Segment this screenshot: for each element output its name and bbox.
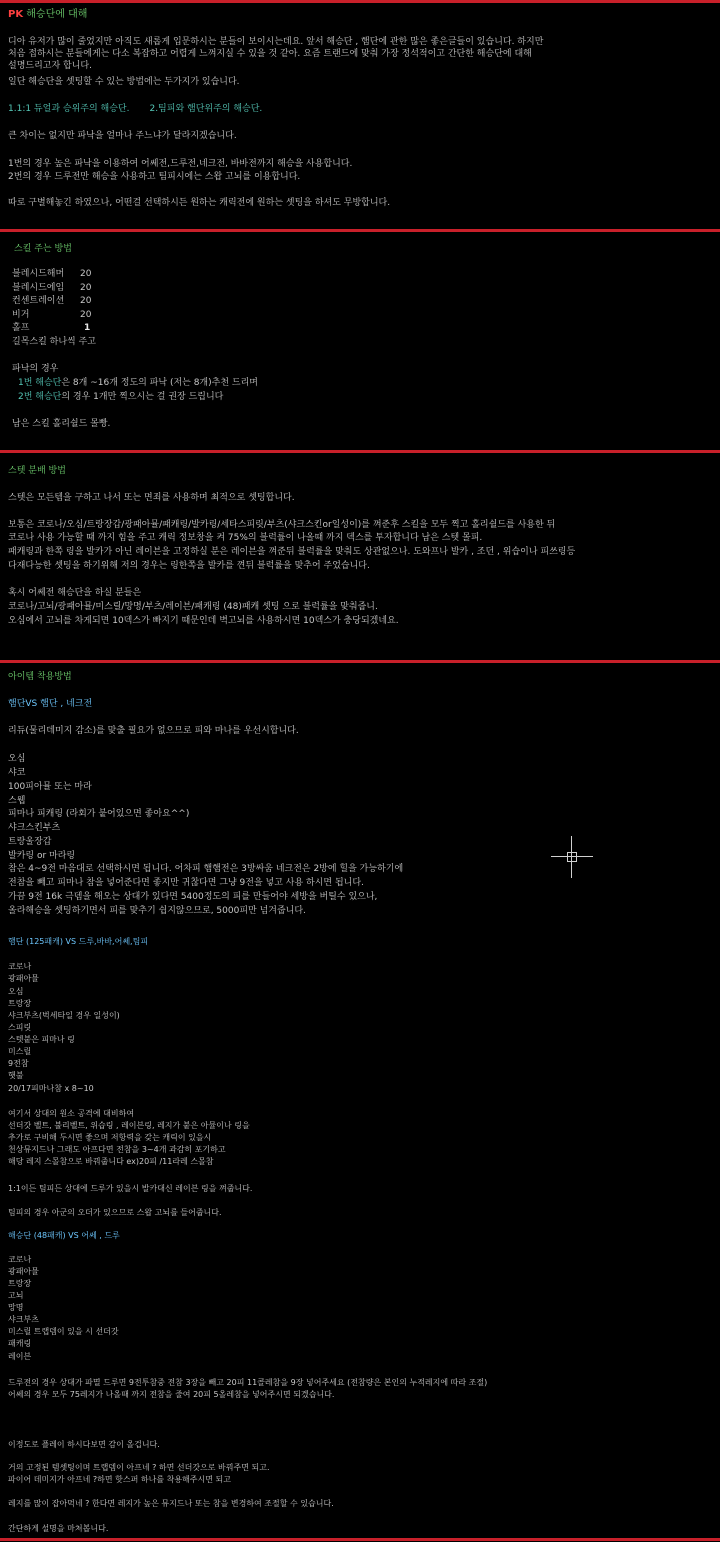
list-item: 미스릴 (8, 1047, 32, 1056)
paragraph: 추가로 구비해 두시면 좋으며 저항력을 갖는 캐릭이 있을시 (8, 1133, 212, 1142)
paragraph: 디아 유저가 많이 줄었지만 아직도 새롭게 입문하시는 분들이 보이시는데요. 앞서 해승단 , 햄단에 관한 많은 좋은글들이 있습니다. 하지만 (8, 37, 544, 47)
paragraph: 2번의 경우 드루전만 해승을 사용하고 팀피시에는 스왑 고뇌를 이용합니다. (8, 172, 301, 182)
list-item: 샤크부츠 (8, 1315, 39, 1324)
paragraph: 이정도로 플레이 하시다보면 감이 올겁니다. (8, 1440, 160, 1449)
list-item: 망명 (8, 1303, 24, 1312)
text-part: 1번 (18, 378, 36, 388)
paragraph: 거의 고정된 템셋팅이며 트랩뎀이 아프네 ? 하면 선더갓으로 바꿔주면 되고. (8, 1463, 270, 1472)
list-item: 스웹 (8, 796, 26, 806)
paragraph: 1번의 경우 높은 파낙을 이용하여 어쎄전,드루전,네크전, 바바전까지 해승을 사용합니다. (8, 159, 353, 169)
paragraph: 처음 접하시는 분들에게는 다소 복잡하고 어렵게 느껴지실 수 있을 것 같아. 요즘 트랜드에 맞춰 가장 정석적이고 간단한 해승단에 대해 (8, 49, 532, 59)
skill-value: 20 (80, 283, 92, 293)
paragraph: 리듀(물리데미지 감소)를 맞출 필요가 없으므로 피와 마나를 우선시합니다. (8, 726, 299, 736)
skill-name: 홀프 (12, 323, 30, 333)
paragraph: 파낙의 경우 (12, 364, 59, 374)
section-title-items: 아이템 착용방법 (8, 672, 72, 682)
list-item: 100피아뮬 또는 마라 (8, 782, 92, 792)
type-2: 2.팀피와 햄단위주의 해승단. (149, 104, 263, 114)
section-divider (0, 660, 720, 663)
paragraph: 일단 해승단을 셋팅할 수 있는 방법에는 두가지가 있습니다. (8, 77, 240, 87)
paragraph: 간단하게 설명을 마쳐봅니다. (8, 1524, 109, 1533)
text-part: 의 경우 1개만 찍으시는 걸 권장 드립니다 (61, 392, 224, 402)
list-item: 햇불 (8, 1071, 24, 1080)
skill-name: 블레시드에임 (12, 283, 65, 293)
skill-row (12, 282, 91, 294)
skill-row (12, 309, 91, 321)
paragraph: 해당 레지 스몰참으로 바꿔줍니다 ex)20피 /11라레 스몰참 (8, 1157, 214, 1166)
skill-value: 20 (80, 269, 92, 279)
section-title-intro (8, 9, 87, 21)
paragraph: 올라해승을 셋팅하기면서 피를 맞추기 쉽지않으므로, 5000피만 넘겨줍니다. (8, 906, 306, 916)
skill-row (12, 322, 90, 334)
paragraph: 드루전의 경우 상대가 파멸 드루면 9전투참중 전참 3장을 빼고 20피 11콜레참을 9장 넣어주세요 (전참량은 본인의 누적레지에 따라 조절) (8, 1378, 488, 1387)
subheading: 해승단 (48패캐) VS 어쎄 , 드루 (8, 1231, 120, 1240)
paragraph: 길목스킬 하나씩 주고 (12, 337, 96, 347)
text-part: 해승단 (35, 392, 62, 402)
list-item: 고뇌 (8, 1291, 24, 1300)
list-item: 오심 (8, 754, 26, 764)
paragraph: 천상뮤지드나 그래도 아프다면 전참을 3~4개 과감히 포기하고 (8, 1145, 226, 1154)
skill-row (12, 268, 91, 280)
list-item: 트랑울장갑 (8, 837, 52, 847)
pk-label: PK (8, 9, 24, 20)
types-line (8, 103, 262, 115)
list-item: 트랑장 (8, 1279, 32, 1288)
paragraph: 오심에서 고뇌를 차게되면 10덱스가 빠지기 때문인데 벽고뇌를 사용하시면 10덱스가 충당되겠네요. (8, 616, 399, 626)
list-item: 스텟붙은 피마나 링 (8, 1035, 75, 1044)
paragraph: 패캐링과 한쪽 링을 발카가 아닌 레이븐을 고정하실 분은 레이븐을 껴준뒤 블럭률을 맞춰도 상관없으나. 도와프나 발카 , 조던 , 위습이나 피쓰링등 (8, 547, 576, 557)
text-part: 해승단 (35, 378, 62, 388)
text-part: 은 8개 ~16개 정도의 파낙 (저는 8개)추천 드리며 (61, 378, 258, 388)
paragraph: 코로나 사용 가능할 때 까지 힘을 주고 캐릭 정보창을 켜 75%의 블럭률이 나올때 까지 덱스를 투자합니다 남은 스텟 몰피. (8, 533, 483, 543)
list-item: 스피릿 (8, 1023, 32, 1032)
paragraph: 전참을 빼고 피마나 참을 넣어준다면 좋지만 귀찮다면 그냥 9전을 넣고 사용 하시면 됩니다. (8, 878, 364, 888)
list-item: 패캐링 (8, 1339, 32, 1348)
paragraph: 따로 구별해놓긴 하였으나, 어떤걸 선택하시든 원하는 캐릭전에 원하는 셋팅을 하셔도 무방합니다. (8, 198, 391, 208)
skill-value: 1 (84, 323, 91, 333)
skill-name: 블레시드해머 (12, 269, 65, 279)
skill-name: 비거 (12, 310, 30, 320)
paragraph: 다재다능한 셋팅을 하기위해 저의 경우는 링한쪽을 발카를 껸뒤 블럭률을 맞추어 주었습니다. (8, 561, 370, 571)
list-item: 샤크부츠(벅세타일 경우 일성이) (8, 1011, 120, 1020)
crosshair-box (567, 852, 577, 862)
paragraph: 혹시 어쎄전 해승단을 하실 분들은 (8, 588, 142, 598)
list-item: 샤크스킨부츠 (8, 823, 61, 833)
paragraph: 남은 스킬 홀리쉴드 몰빵. (12, 419, 111, 429)
section-title-skills: 스킬 주는 방법 (14, 244, 72, 254)
section-divider (0, 229, 720, 232)
paragraph: 코로나/고뇌/광패아뮬/미스릴/망명/부츠/레이븐/패캐링 (48)패캐 셋팅 으로 블럭률을 맞춰줍니. (8, 602, 378, 612)
paragraph: 어쎄의 경우 모두 75레지가 나올때 까지 전참을 줄여 20피 5올레참을 넣어주시면 되겠습니다. (8, 1390, 335, 1399)
list-item: 샤코 (8, 768, 26, 778)
paragraph: 가끔 9전 16k 극뎀을 해오는 상대가 있다면 5400정도의 피를 만들어야 세방을 버틸수 있으나, (8, 892, 378, 902)
paragraph: 팀피의 경우 아군의 오더가 있으므로 스왑 고뇌를 들어줍니다. (8, 1208, 222, 1217)
list-item: 미스릴 트랩뎀이 있을 시 선더갓 (8, 1327, 119, 1336)
skill-row (12, 295, 91, 307)
paragraph: 1:1이든 팀피든 상대에 드루가 있을시 발카대신 레이븐 링을 껴줍니다. (8, 1184, 253, 1193)
list-item: 코로나 (8, 1255, 32, 1264)
list-item: 레이븐 (8, 1352, 32, 1361)
subheading: 햄단VS 햄단 , 네크전 (8, 699, 93, 709)
list-item: 피마나 피캐링 (라회가 붙어있으면 좋아요^^) (8, 809, 190, 819)
title-text: 해승단에 대해 (23, 9, 88, 20)
paragraph: 여기서 상대의 원소 공격에 대비하여 (8, 1109, 135, 1118)
subheading: 햄단 (125패캐) VS 드루,바바,어쎄,팀피 (8, 937, 149, 946)
list-item: 광패아뮬 (8, 974, 39, 983)
section-title-stats: 스텟 분배 방법 (8, 466, 66, 476)
paragraph: 보통은 코로나/오심/트랑장갑/광패아뮬/패캐링/발카링/세타스피릿/부츠(샤크스킨or일성이)를 껴준후 스킬을 모두 찍고 홀리쉴드를 사용한 뒤 (8, 520, 556, 530)
list-item: 코로나 (8, 962, 32, 971)
type-1: 1.1:1 듀얼과 승위주의 해승단. (8, 104, 130, 114)
section-divider (0, 1538, 720, 1541)
paragraph: 레지를 많이 잡아먹네 ? 한다면 레지가 높은 뮤지드나 또는 참을 변경하여 조절할 수 있습니다. (8, 1499, 334, 1508)
section-divider (0, 0, 720, 3)
paragraph: 설명드리고자 합니다. (8, 61, 92, 71)
paragraph: 선더갓 벨트, 불리벨트, 위습링 , 레이븐링, 레지가 붙은 아뮬이나 링을 (8, 1121, 250, 1130)
paragraph (18, 391, 223, 403)
list-item: 발카링 or 마라링 (8, 851, 76, 861)
paragraph: 스텟은 모든템을 구하고 나서 또는 면죄를 사용하며 최적으로 셋팅합니다. (8, 493, 295, 503)
paragraph (18, 377, 258, 389)
list-item: 20/17피마나참 x 8~10 (8, 1084, 94, 1093)
list-item: 9전참 (8, 1059, 29, 1068)
list-item: 오심 (8, 987, 24, 996)
text-part: 2번 (18, 392, 36, 402)
skill-value: 20 (80, 296, 92, 306)
paragraph: 파이어 데미지가 아프네 ?하면 핫스퍼 하나를 착용해주시면 되고 (8, 1475, 231, 1484)
list-item: 트랑장 (8, 999, 32, 1008)
list-item: 광패아뮬 (8, 1267, 39, 1276)
section-divider (0, 450, 720, 453)
paragraph: 큰 차이는 없지만 파낙을 얼마나 주느냐가 달라지겠습니다. (8, 131, 237, 141)
skill-name: 컨센트레이션 (12, 296, 65, 306)
skill-value: 20 (80, 310, 92, 320)
paragraph: 참은 4~9전 마음대로 선택하시면 됩니다. 어차피 햄햄전은 3방싸움 네크전은 2방에 힐을 가능하기에 (8, 864, 404, 874)
